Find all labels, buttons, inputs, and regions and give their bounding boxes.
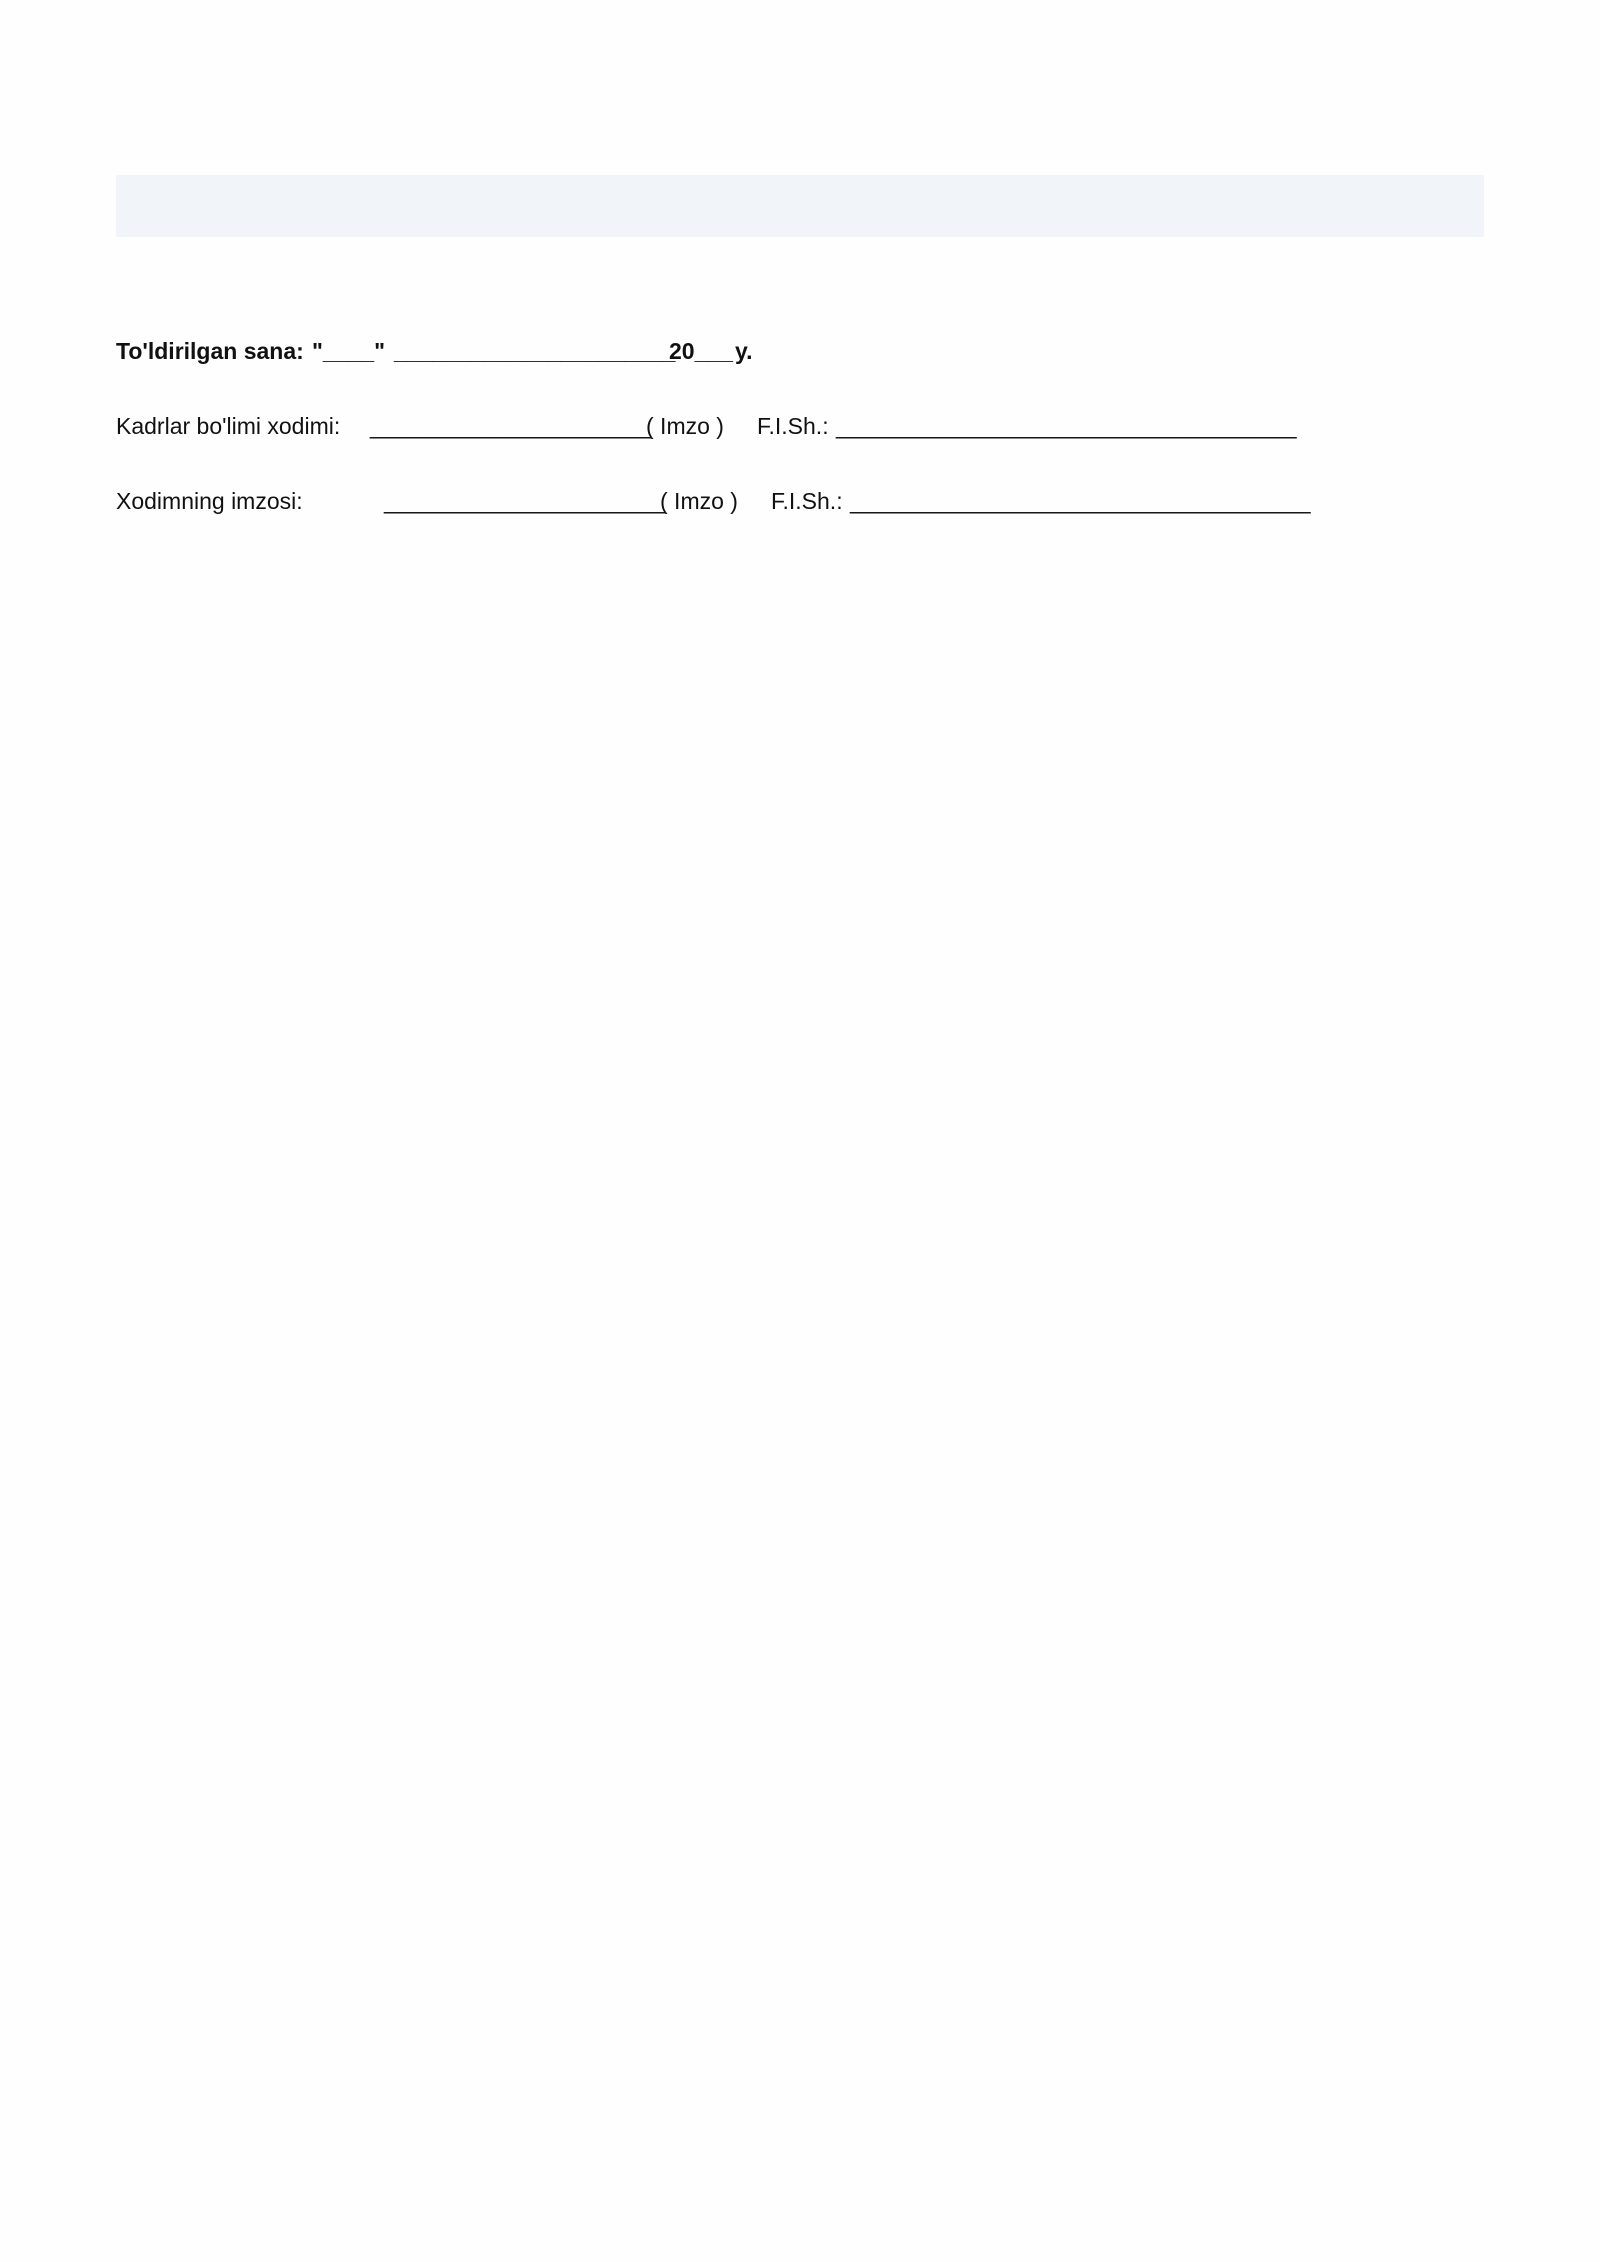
hr-signature-blank: ______________________ — [370, 413, 652, 439]
employee-name-blank: ____________________________________ — [850, 488, 1311, 514]
day-blank: "____" — [312, 338, 385, 364]
hr-name-blank: ____________________________________ — [836, 413, 1297, 439]
employee-signature-blank: ______________________ — [384, 488, 666, 514]
year-prefix: 20___ — [669, 338, 733, 364]
year-suffix: y. — [735, 338, 753, 364]
employee-signature-caption: ( Imzo ) — [660, 488, 738, 514]
hr-signature-caption: ( Imzo ) — [646, 413, 724, 439]
month-blank: ______________________ — [394, 338, 676, 364]
employee-name-label: F.I.Sh.: — [771, 488, 843, 514]
hr-label: Kadrlar bo'limi xodimi: — [116, 413, 341, 439]
header-band — [116, 175, 1484, 237]
hr-name-label: F.I.Sh.: — [757, 413, 829, 439]
employee-label: Xodimning imzosi: — [116, 488, 303, 514]
date-label: To'ldirilgan sana: — [116, 338, 304, 364]
